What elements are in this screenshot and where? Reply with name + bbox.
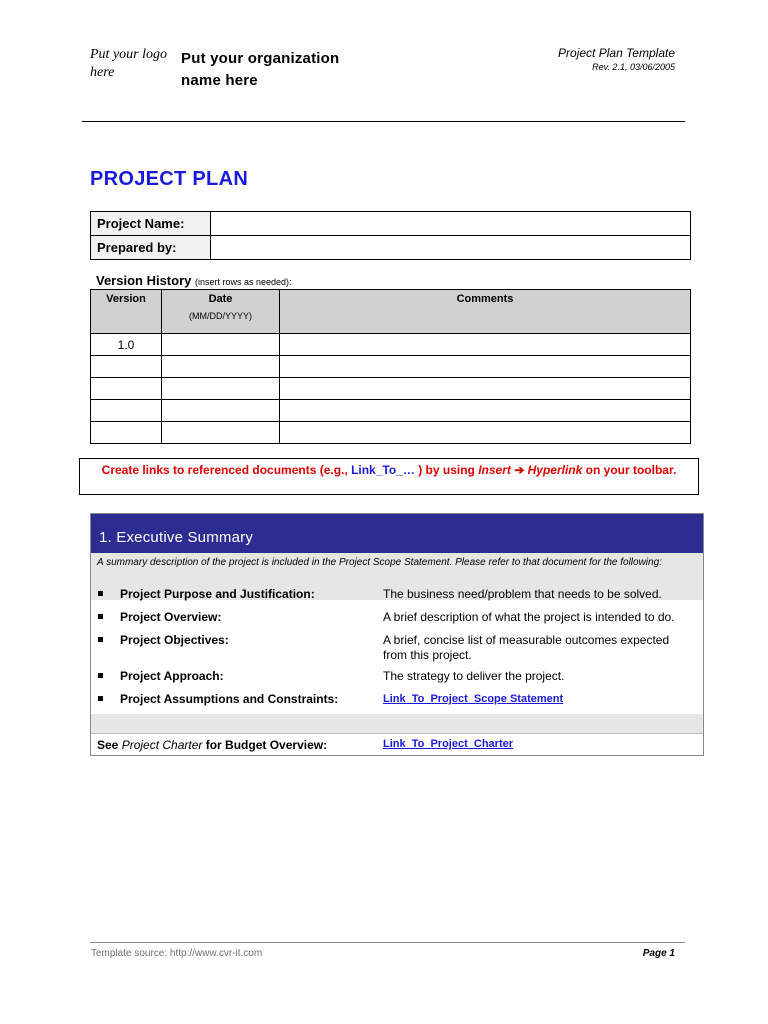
bullet-icon (98, 696, 103, 701)
date-cell[interactable] (162, 334, 280, 356)
note-link-example: Link_To_… (351, 463, 415, 477)
budget-overview-row (91, 733, 703, 756)
date-cell[interactable] (162, 422, 280, 444)
bullet-icon (98, 614, 103, 619)
version-header-row (91, 290, 691, 334)
note-text-2: ) by using (414, 463, 479, 477)
note-insert: Insert (478, 463, 511, 477)
project-name-field[interactable] (211, 212, 691, 236)
table-row (91, 378, 691, 400)
version-cell[interactable]: 1.0 (91, 334, 162, 356)
column-header-version: Version (91, 290, 162, 334)
column-header-comments: Comments (280, 290, 691, 334)
item-label: Project Purpose and Justification: (120, 587, 315, 601)
bullet-icon (98, 637, 103, 642)
section-header (91, 514, 703, 553)
project-charter-link[interactable]: Link_To_Project_Charter (383, 738, 514, 750)
date-header-label: Date (208, 293, 233, 305)
comments-cell[interactable] (280, 422, 691, 444)
table-row (91, 356, 691, 378)
item-label: Project Approach: (120, 669, 224, 683)
date-format-hint: (MM/DD/YYYY) (189, 311, 252, 321)
version-history-table (90, 289, 691, 444)
item-value: The business need/problem that needs to be solved. (383, 587, 662, 601)
version-cell[interactable] (91, 400, 162, 422)
version-history-hint: (insert rows as needed): (195, 277, 292, 287)
section-title: 1. Executive Summary (99, 529, 254, 546)
note-hyperlink: Hyperlink (527, 463, 583, 477)
list-item (91, 632, 703, 666)
column-header-date (162, 290, 280, 334)
bullet-icon (98, 673, 103, 678)
list-item (91, 691, 703, 713)
item-value: A brief, concise list of measurable outcomes expected from this project. (383, 633, 670, 662)
date-cell[interactable] (162, 356, 280, 378)
list-item (91, 586, 703, 608)
note-text-3: on your toolbar. (582, 463, 677, 477)
scope-statement-link[interactable]: Link_To_Project_Scope Statement (383, 693, 564, 705)
page-number: Page 1 (642, 948, 675, 959)
item-label: Project Overview: (120, 610, 222, 624)
table-row (91, 400, 691, 422)
date-cell[interactable] (162, 378, 280, 400)
arrow-icon: ➔ (510, 463, 528, 477)
logo-placeholder: Put your logo here (90, 47, 167, 80)
footer-source: Template source: http://www.cvr-it.com (91, 948, 263, 959)
budget-suffix: for Budget Overview: (202, 738, 328, 752)
item-label: Project Objectives: (120, 633, 229, 647)
prepared-by-field[interactable] (211, 236, 691, 260)
comments-cell[interactable] (280, 356, 691, 378)
header-divider (82, 121, 685, 122)
bullet-icon (98, 591, 103, 596)
item-label: Project Assumptions and Constraints: (120, 692, 339, 706)
project-info-table (90, 211, 691, 260)
footer-divider (90, 942, 685, 943)
table-row (91, 422, 691, 444)
executive-summary-section (90, 513, 704, 756)
version-history-title (96, 273, 292, 288)
section-description: A summary description of the project is included in the Project Scope Statement. Please refer to that document for the following: (91, 553, 703, 600)
version-history-heading: Version History (96, 273, 192, 288)
page-title: PROJECT PLAN (90, 168, 249, 190)
project-name-row (91, 212, 691, 236)
table-row (91, 334, 691, 356)
template-title: Project Plan Template (558, 46, 675, 60)
comments-cell[interactable] (280, 400, 691, 422)
comments-cell[interactable] (280, 334, 691, 356)
section-spacer (91, 714, 703, 733)
prepared-by-label: Prepared by: (91, 236, 211, 260)
version-cell[interactable] (91, 422, 162, 444)
budget-prefix: See (97, 738, 122, 752)
item-value: A brief description of what the project is intended to do. (383, 610, 675, 624)
prepared-by-row (91, 236, 691, 260)
comments-cell[interactable] (280, 378, 691, 400)
budget-charter-name: Project Charter (121, 738, 203, 752)
date-cell[interactable] (162, 400, 280, 422)
item-value: The strategy to deliver the project. (383, 669, 565, 683)
version-cell[interactable] (91, 378, 162, 400)
project-name-label: Project Name: (91, 212, 211, 236)
budget-label (97, 738, 327, 752)
instruction-note (79, 458, 699, 495)
version-cell[interactable] (91, 356, 162, 378)
list-item (91, 668, 703, 690)
list-item (91, 609, 703, 631)
organization-name: Put your organization name here (181, 50, 340, 89)
note-text-1: Create links to referenced documents (e.g., (101, 463, 352, 477)
template-revision: Rev. 2.1, 03/06/2005 (592, 62, 675, 72)
